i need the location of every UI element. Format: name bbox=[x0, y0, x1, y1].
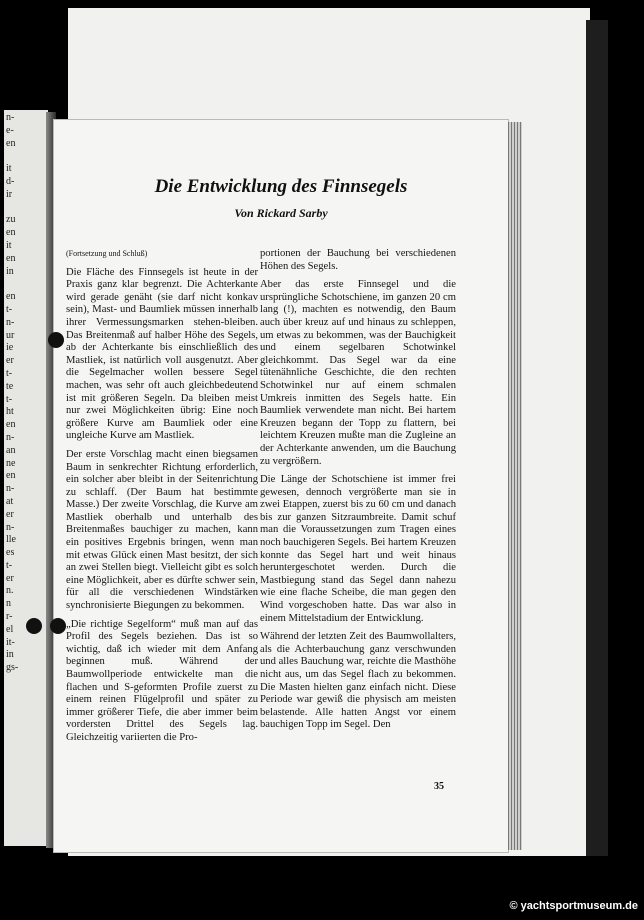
paragraph: Die Fläche des Finnsegels ist heute in der Praxis ganz klar begrenzt. Die Achterkante wird gerade genäht (sie darf nicht konkav sein), Mast- und Baumliek müssen innerhalb ihrer Vermessungsmarken stehen-bleiben. Das Breitenmaß auf halber Höhe des Segels, ab der Achterkante bis einschließlich des Mastliek, ist natürlich voll ausgenutzt. Aber die Segelmacher wollen bessere Segel machen, was sehr oft auch gleichbedeutend ist mit größeren Segeln. Da bleiben meist nur zwei Möglichkeiten übrig: Eine noch größere Kurve am Baumliek oder eine ungleiche Kurve am Mastliek. bbox=[66, 266, 258, 442]
paragraph: Aber das erste Finnsegel und die ursprüngliche Schotschiene, im ganzen 20 cm lang (!), machten es notwendig, den Baum auch über kreuz auf und hinaus zu schleppen, um etwas zu bekommen, was der Bauchigkeit und einem segelbaren Schotwinkel gleichkommt. Das Segel war da eine tütenähnliche Geschichte, die den rechten Schotwinkel nur auf einem schmalen Umkreis inmitten des Segels hatte. Ein Baumliek verwendete man nicht. Bei hartem Kreuzen begann der Topp zu flattern, bei leichtem Kreuzen mußte man die Zugleine an der Achterkante anwenden, um die Bauchung zu vergrößern. bbox=[260, 279, 456, 467]
article-author: Von Rickard Sarby bbox=[234, 206, 328, 220]
left-page-text-fragments: n- e- en it d- ir zu en it en in en t- n- ur ie er t- te t- ht en n- an ne en n- at er n- lle es t- er n. n r- el it- in gs- bbox=[6, 112, 19, 674]
paragraph: „Die richtige Segelform“ muß man auf das Profil des Segels beziehen. Das ist so wichtig, daß ich wieder mit dem Anfang beginnen muß. Während der Baumwollperiode entwickelte man die flachen und S-geformten Profile zuerst zu einem reinen Flügelprofil und später zu immer größerer Tiefe, die aber immer beim vordersten Drittel des Segels lag. Gleichzeitig variierten die Pro- bbox=[66, 618, 258, 743]
left-column bbox=[66, 248, 258, 751]
binder-hole-top bbox=[48, 332, 64, 348]
paragraph: Der erste Vorschlag macht einen biegsamen Baum in senkrechter Richtung erforderlich, ein solcher aber bleibt in der Seitenrichtung zu schlaff. (Der Baum hat bestimmte Masse.) Der zweite Vorschlag, die Kurve am Mastliek oberhalb und unterhalb des Breitenmaßes bauchiger zu machen, kann ein positives Ergebnis bringen, wenn man mit etwas Glück einen Mast besitzt, der sich an zwei Stellen biegt. Vielleicht gibt es solch eine Möglichkeit, aber es dürfte schwer sein, für all die verschiedenen Windstärken synchronisierte Biegungen zu bekommen. bbox=[66, 448, 258, 612]
background-page-edge bbox=[586, 20, 608, 856]
paragraph: portionen der Bauchung bei verschiedenen Höhen des Segels. bbox=[260, 248, 456, 272]
right-column bbox=[260, 248, 456, 738]
copyright-credit: © yachtsportmuseum.de bbox=[509, 900, 638, 912]
article-title: Die Entwicklung des Finnsegels bbox=[154, 176, 408, 197]
paragraph: Während der letzten Zeit des Baumwollalters, als die Achterbauchung ganz verschwunden und alles Bauchung war, reichte die Masthöhe nicht aus, um das Segel flach zu bekommen. Die Masten hielten ganz einfach nicht. Diese Periode war gewiß die physisch am meisten belastende. Alle hatten Angst vor einem bauchigen Topp im Segel. Den bbox=[260, 631, 456, 731]
paragraph: Die Länge der Schotschiene ist immer frei gewesen, dennoch vergrößerte man sie in zwei Etappen, zuerst bis zu 60 cm und danach bis zur ganzen Sitzraumbreite. Damit schuf man die Voraussetzungen zum Tragen eines noch bauchigeren Segels. Bei hartem Kreuzen konnte das Segel hart und weit hinaus heruntergeschotet werden. Durch die Mastbiegung stand das Segel dann nahezu wie eine flache Scheibe, die man gegen den Wind vorgeschoben hatte. Das war also in einem Mittelstadium der Entwicklung. bbox=[260, 474, 456, 624]
article-page bbox=[54, 120, 508, 852]
binder-hole-left bbox=[26, 618, 42, 634]
binder-hole-bottom bbox=[50, 618, 66, 634]
left-facing-page bbox=[4, 110, 48, 846]
continuation-note: (Fortsetzung und Schluß) bbox=[66, 249, 148, 258]
page-stack-edge bbox=[508, 122, 522, 850]
page-number: 35 bbox=[434, 781, 444, 792]
